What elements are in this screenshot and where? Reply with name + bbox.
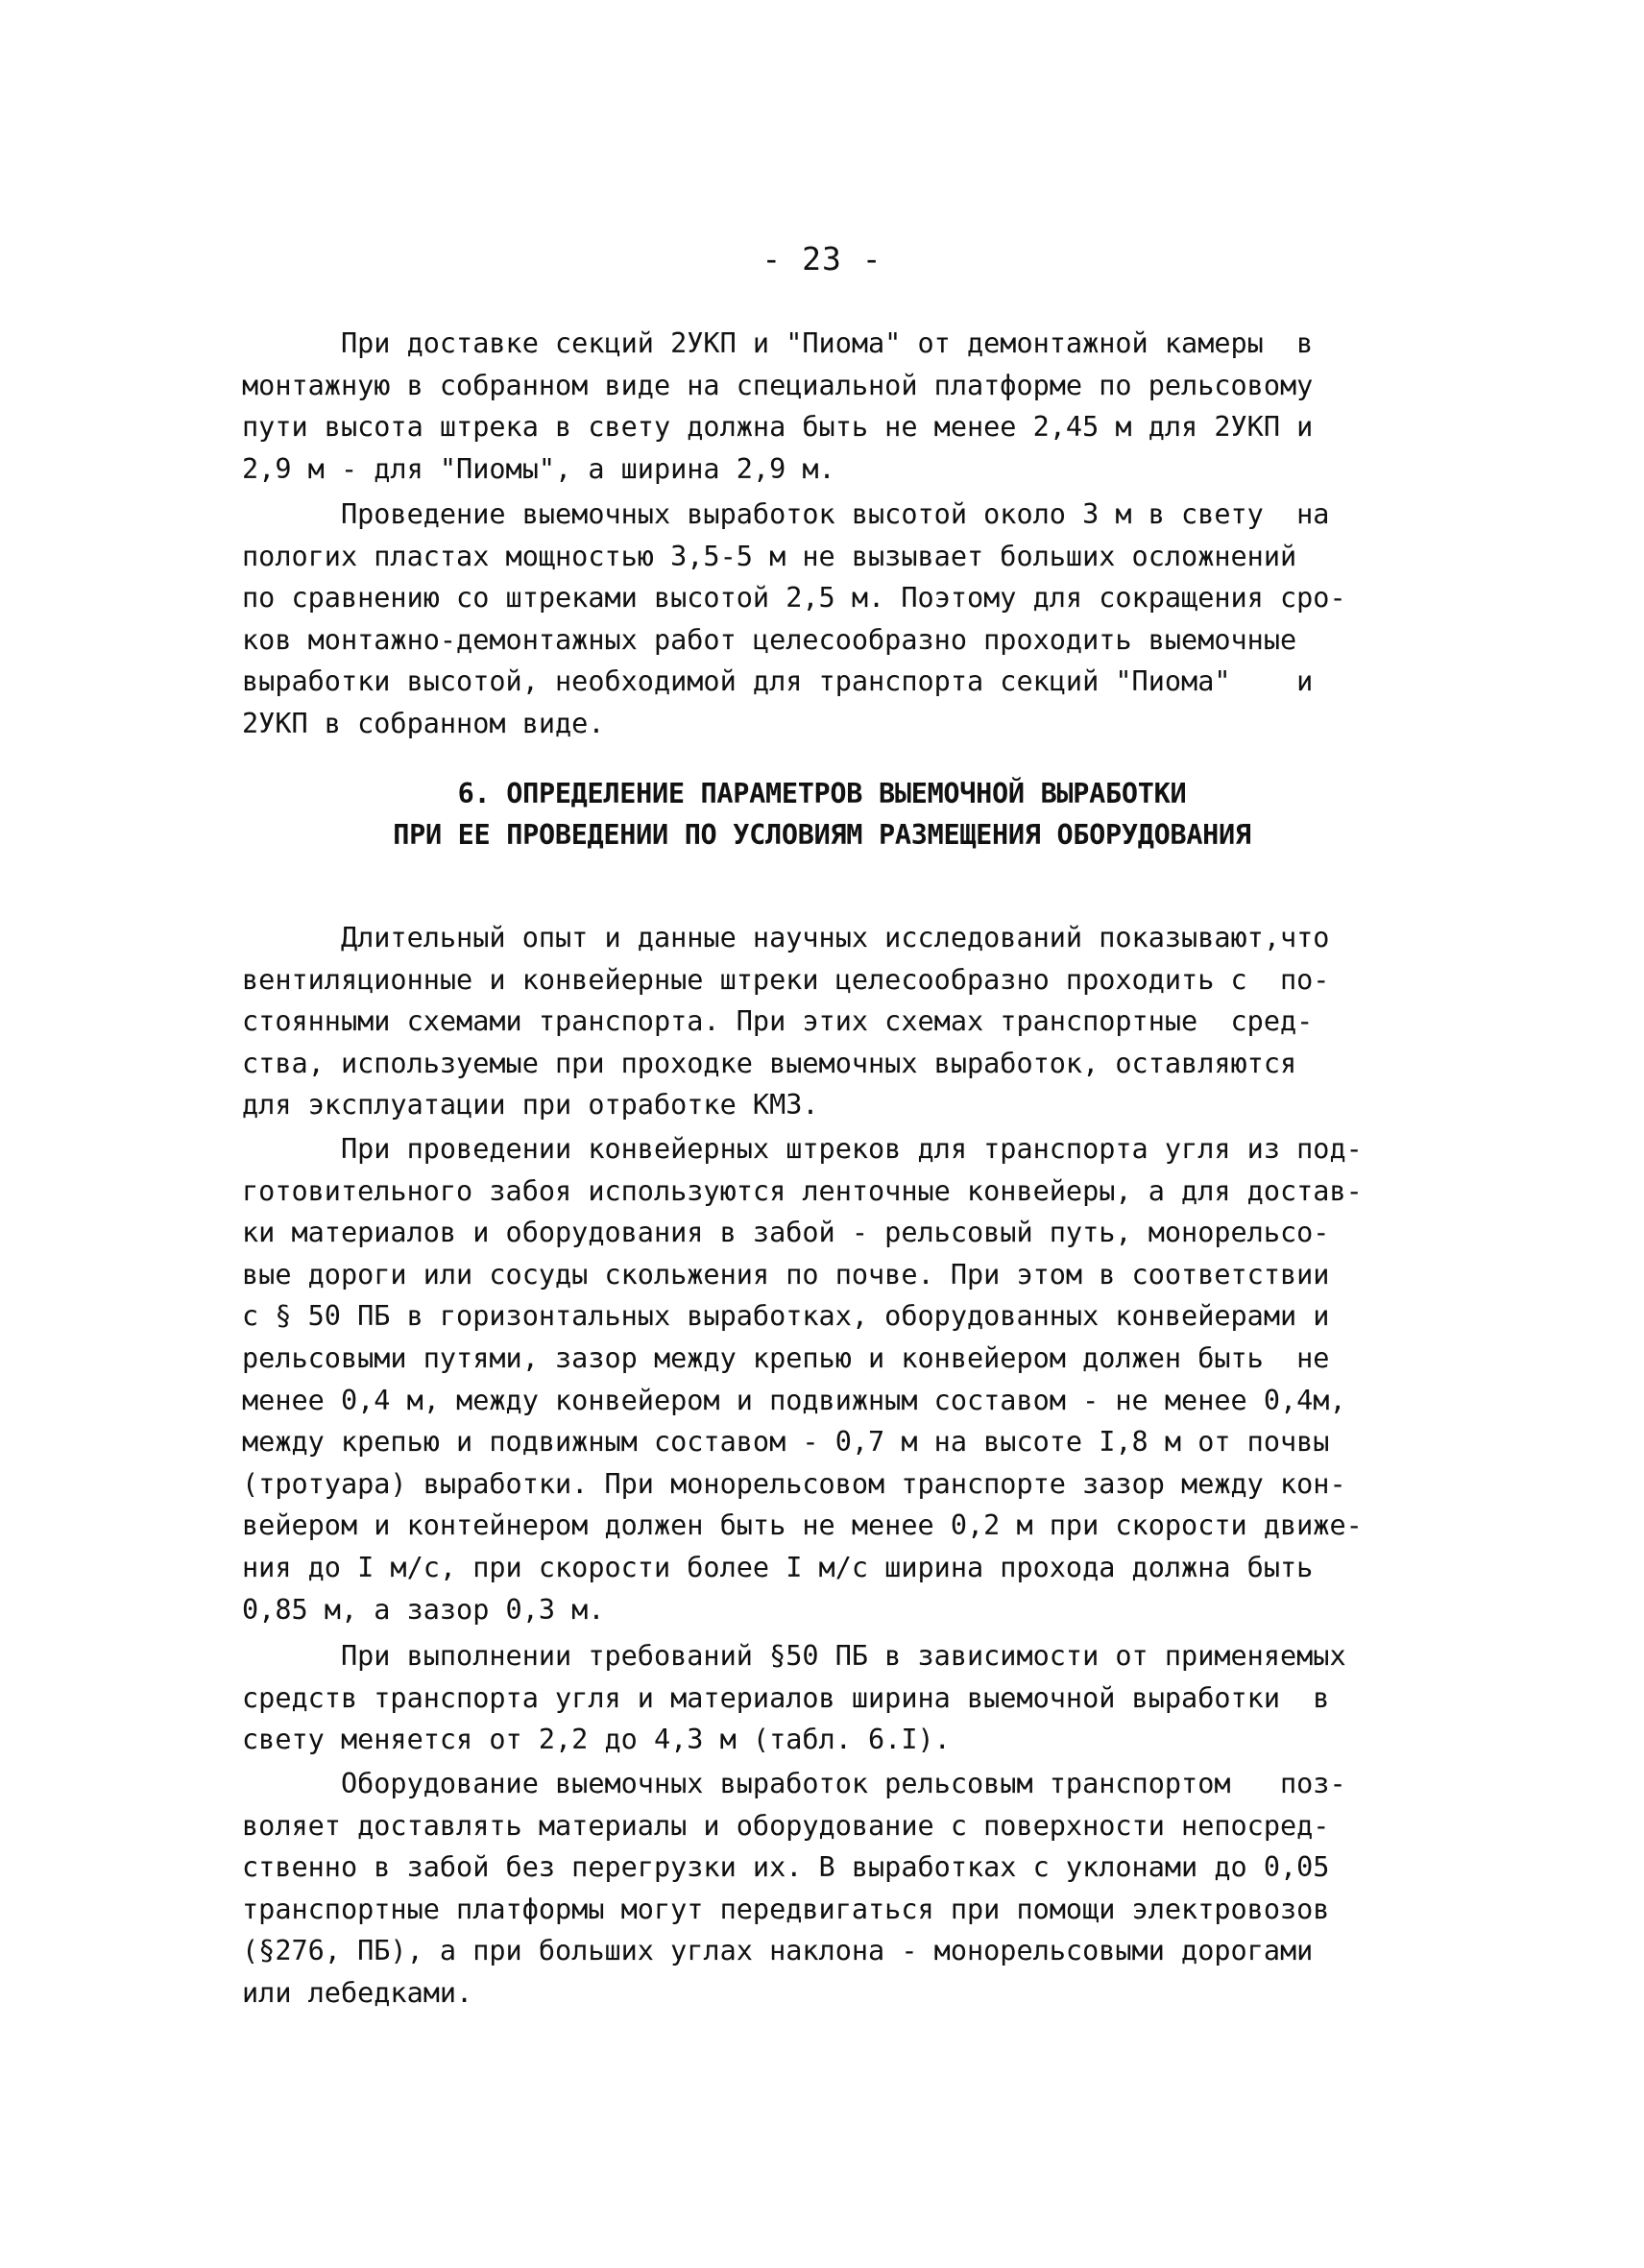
- paragraph-2: [242, 494, 1346, 745]
- text-line: средств транспорта угля и материалов ширина выемочной выработки в: [242, 1681, 1330, 1714]
- text-line: для эксплуатации при отработке КМЗ.: [242, 1089, 819, 1122]
- text-line: Оборудование выемочных выработок рельсовым транспортом поз-: [242, 1768, 1346, 1799]
- text-line: свету меняется от 2,2 до 4,3 м (табл. 6.I).: [242, 1724, 951, 1756]
- section-heading: [0, 773, 1644, 856]
- text-line: или лебедками.: [242, 1976, 473, 2009]
- text-line: пути высота штрека в свету должна быть не менее 2,45 м для 2УКП и: [242, 411, 1314, 444]
- text-line: При доставке секций 2УКП и "Пиома" от демонтажной камеры в: [242, 327, 1314, 359]
- page-number: - 23 -: [762, 240, 882, 277]
- text-line: вейером и контейнером должен быть не менее 0,2 м при скорости движе-: [242, 1509, 1363, 1542]
- text-line: воляет доставлять материалы и оборудование с поверхности непосред-: [242, 1809, 1330, 1842]
- paragraph-3: [242, 917, 1329, 1126]
- text-line: (тротуара) выработки. При монорельсовом транспорте зазор между кон-: [242, 1467, 1346, 1500]
- text-line: При проведении конвейерных штреков для транспорта угля из под-: [242, 1133, 1363, 1165]
- text-line: 2,9 м - для "Пиомы", а ширина 2,9 м.: [242, 452, 835, 485]
- text-line: ки материалов и оборудования в забой - рельсовый путь, монорельсо-: [242, 1217, 1330, 1249]
- text-line: ния до I м/с, при скорости более I м/с ширина прохода должна быть: [242, 1551, 1314, 1583]
- text-line: менее 0,4 м, между конвейером и подвижным составом - не менее 0,4м,: [242, 1384, 1346, 1416]
- text-line: рельсовыми путями, зазор между крепью и конвейером должен быть не: [242, 1341, 1330, 1374]
- paragraph-1: [242, 323, 1313, 490]
- text-line: по сравнению со штреками высотой 2,5 м. Поэтому для сокращения сро-: [242, 582, 1346, 615]
- paragraph-4: [242, 1128, 1363, 1630]
- text-line: вые дороги или сосуды скольжения по почве. При этом в соответствии: [242, 1258, 1330, 1291]
- heading-line: ПРИ ЕЕ ПРОВЕДЕНИИ ПО УСЛОВИЯМ РАЗМЕЩЕНИЯ ОБОРУДОВАНИЯ: [393, 819, 1251, 851]
- text-line: между крепью и подвижным составом - 0,7 м на высоте I,8 м от почвы: [242, 1426, 1330, 1459]
- text-line: (§276, ПБ), а при больших углах наклона - монорельсовыми дорогами: [242, 1935, 1314, 1967]
- text-line: При выполнении требований §50 ПБ в зависимости от применяемых: [242, 1640, 1346, 1672]
- text-line: 0,85 м, а зазор 0,3 м.: [242, 1593, 605, 1626]
- text-line: ственно в забой без перегрузки их. В выработках с уклонами до 0,05: [242, 1851, 1330, 1884]
- text-line: пологих пластах мощностью 3,5-5 м не вызывает больших осложнений: [242, 540, 1297, 572]
- text-line: Длительный опыт и данные научных исследований показывают,что: [242, 922, 1330, 953]
- text-line: монтажную в собранном виде на специальной платформе по рельсовому: [242, 369, 1314, 401]
- text-line: вентиляционные и конвейерные штреки целесообразно проходить с по-: [242, 963, 1330, 996]
- paragraph-5: [242, 1635, 1346, 1761]
- text-line: стоянными схемами транспорта. При этих схемах транспортные сред-: [242, 1005, 1314, 1038]
- text-line: Проведение выемочных выработок высотой около 3 м в свету на: [242, 498, 1330, 530]
- text-line: с § 50 ПБ в горизонтальных выработках, оборудованных конвейерами и: [242, 1300, 1330, 1333]
- text-line: ства, используемые при проходке выемочных выработок, оставляются: [242, 1047, 1297, 1079]
- text-line: готовительного забоя используются ленточные конвейеры, а для достав-: [242, 1174, 1363, 1207]
- text-line: ков монтажно-демонтажных работ целесообразно проходить выемочные: [242, 623, 1297, 656]
- text-line: выработки высотой, необходимой для транспорта секций "Пиома" и: [242, 665, 1314, 698]
- text-line: транспортные платформы могут передвигаться при помощи электровозов: [242, 1893, 1330, 1925]
- paragraph-6: [242, 1763, 1346, 2015]
- text-line: 2УКП в собранном виде.: [242, 707, 605, 739]
- heading-line: 6. ОПРЕДЕЛЕНИЕ ПАРАМЕТРОВ ВЫЕМОЧНОЙ ВЫРАБОТКИ: [457, 778, 1187, 809]
